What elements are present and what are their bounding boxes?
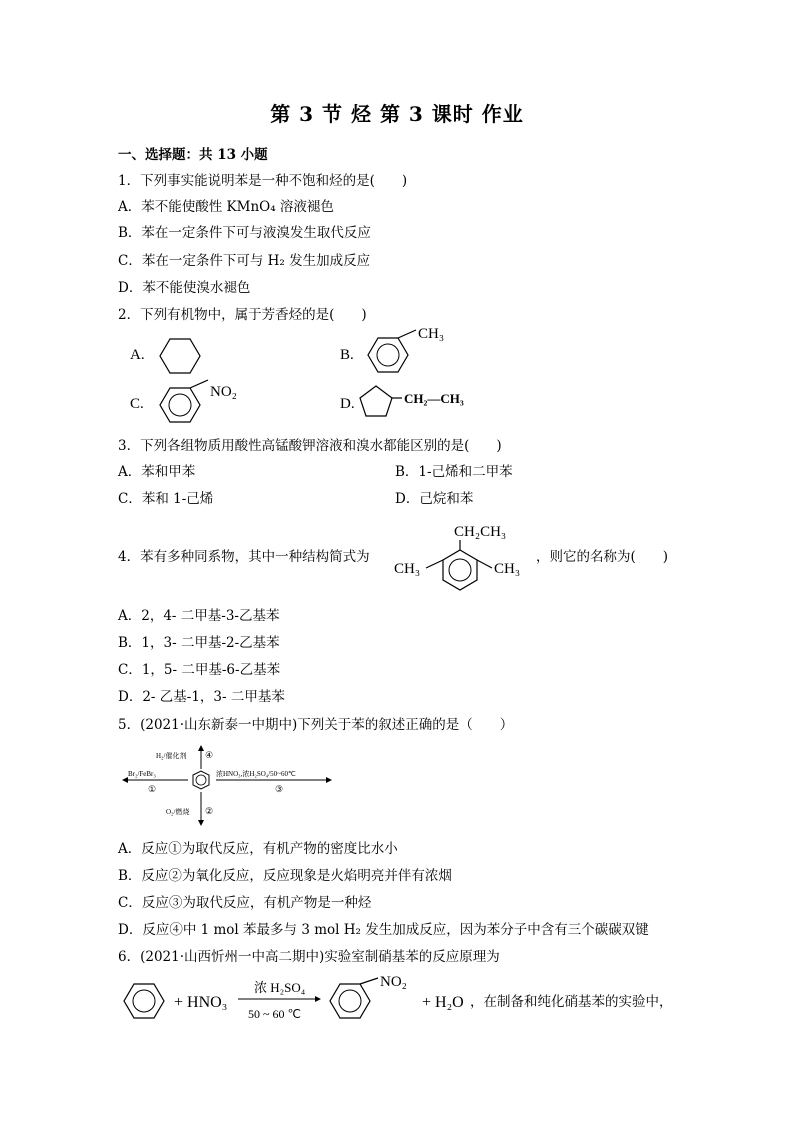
question-2-label-a: A. — [130, 347, 145, 363]
question-1-option-b: B．苯在一定条件下可与液溴发生取代反应 — [118, 225, 371, 241]
question-1-option-d: D．苯不能使溴水褪色 — [118, 280, 251, 296]
reaction-3-condition: 浓HNO₃,浓H₂SO₄/50~60℃ — [216, 770, 296, 778]
question-2-label-c: C. — [130, 396, 144, 412]
benzene-reaction-scheme — [120, 744, 350, 834]
question-3-option-c: C．苯和 1-己烯 — [118, 491, 214, 507]
question-4-option-a: A．2，4- 二甲基-3-乙基苯 — [118, 608, 280, 624]
page-title: 第 3 节 烃 第 3 课时 作业 — [270, 102, 524, 126]
nitration-equation — [124, 974, 684, 1034]
question-1-option-c: C．苯在一定条件下可与 H₂ 发生加成反应 — [118, 253, 371, 269]
toluene-structure — [368, 326, 478, 378]
question-4-option-c: C．1，5- 二甲基-6-乙基苯 — [118, 662, 281, 678]
question-5-option-c: C．反应③为取代反应，有机产物是一种烃 — [118, 895, 372, 911]
question-2-stem: 2．下列有机物中，属于芳香烃的是( ) — [118, 307, 367, 323]
nitric-acid-term: + HNO₃ — [174, 994, 228, 1011]
question-4-stem-end: ，则它的名称为( ) — [536, 549, 669, 565]
toluene-methyl-group: CH₃ — [418, 326, 445, 342]
question-6-stem: 6．(2021·山西忻州一中高二期中)实验室制硝基苯的反应原理为 — [118, 949, 500, 965]
ethyl-group: CH₂—CH₃ — [404, 391, 464, 406]
reaction-4-condition: H₂/催化剂 — [156, 752, 187, 760]
nitrobenzene-structure — [160, 384, 270, 428]
ethyl-substituent: CH₂CH₃ — [454, 524, 507, 540]
reaction-4-number: ④ — [205, 750, 214, 760]
right-methyl-substituent: CH₃ — [494, 561, 521, 577]
catalyst-condition: 浓 H₂SO₄ — [254, 980, 306, 995]
question-4-option-d: D．2- 乙基-1，3- 二甲基苯 — [118, 689, 285, 705]
reaction-2-number: ② — [205, 806, 214, 816]
question-6-stem-continuation: ，在制备和纯化硝基苯的实验中， — [470, 994, 673, 1009]
temperature-condition: 50 ~ 60 ℃ — [248, 1007, 301, 1021]
reaction-1-condition: Br₂/FeBr₃ — [128, 770, 156, 778]
question-4-stem-start: 4．苯有多种同系物，其中一种结构简式为 — [118, 549, 370, 565]
reaction-3-number: ③ — [275, 784, 284, 794]
water-term: + H₂O — [422, 994, 464, 1011]
nitro-group: NO₂ — [210, 384, 237, 400]
question-1-option-a: A．苯不能使酸性 KMnO₄ 溶液褪色 — [118, 199, 334, 215]
question-5-option-a: A．反应①为取代反应，有机产物的密度比水小 — [118, 841, 398, 857]
question-1-stem: 1．下列事实能说明苯是一种不饱和烃的是( ) — [118, 173, 408, 189]
question-5-stem: 5．(2021·山东新泰一中期中)下列关于苯的叙述正确的是（ ） — [118, 717, 514, 733]
question-3-option-a: A．苯和甲苯 — [118, 464, 196, 480]
ethyl-dimethylbenzene-structure — [392, 518, 542, 598]
question-3-stem: 3．下列各组物质用酸性高锰酸钾溶液和溴水都能区别的是( ) — [118, 438, 502, 454]
section-heading: 一、选择题：共 13 小题 — [118, 147, 268, 163]
cyclohexane-structure — [160, 336, 204, 376]
left-methyl-substituent: CH₃ — [394, 561, 421, 577]
question-4-option-b: B．1，3- 二甲基-2-乙基苯 — [118, 635, 280, 651]
reaction-1-number: ① — [148, 784, 157, 794]
question-5-option-d: D．反应④中 1 mol 苯最多与 3 mol H₂ 发生加成反应，因为苯分子中含有三个碳碳双键 — [118, 922, 649, 938]
product-nitro-group: NO₂ — [380, 974, 407, 990]
question-5-option-b: B．反应②为氧化反应，反应现象是火焰明亮并伴有浓烟 — [118, 868, 452, 884]
question-3-option-b: B．1-己烯和二甲苯 — [395, 464, 513, 480]
reaction-2-condition: O₂/燃烧 — [166, 808, 190, 816]
question-2-label-d: D. — [340, 396, 355, 412]
ethylcyclopentane-structure — [360, 384, 500, 424]
question-2-label-b: B. — [340, 347, 354, 363]
question-3-option-d: D．己烷和苯 — [395, 491, 474, 507]
